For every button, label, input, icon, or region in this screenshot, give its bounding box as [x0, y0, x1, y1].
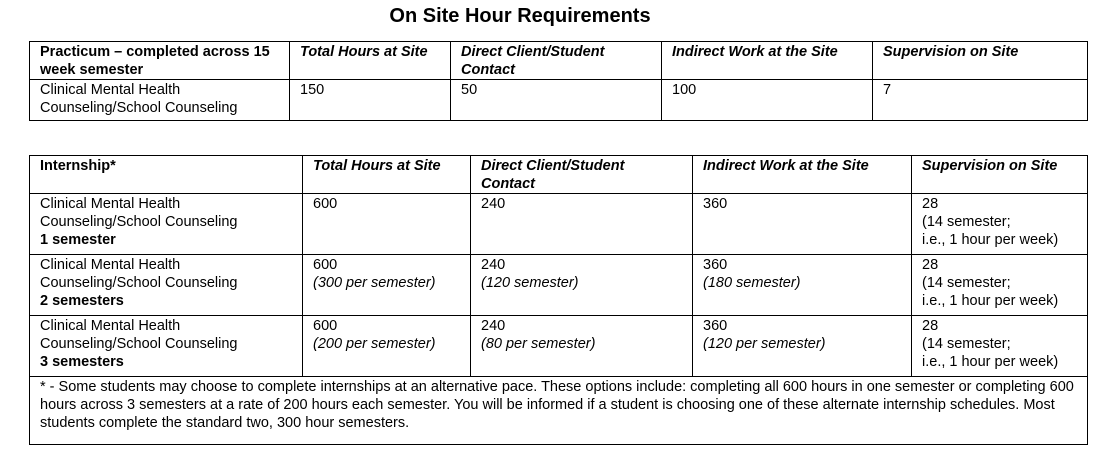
supervision-cell	[912, 194, 1088, 255]
total-value: 600	[313, 257, 338, 273]
direct-contact-cell	[471, 255, 693, 316]
header-supervision: Supervision on Site	[912, 156, 1088, 194]
internship-header-row	[30, 156, 1088, 194]
supervision-note: (14 semester;	[922, 336, 1011, 352]
direct-note: (80 per semester)	[481, 336, 596, 352]
header-direct-contact: Direct Client/Student Contact	[471, 156, 693, 194]
indirect-value: 360	[703, 318, 728, 334]
program-line: Clinical Mental Health	[40, 257, 181, 273]
practicum-header-row	[30, 42, 1088, 80]
program-cell	[30, 316, 303, 377]
total-note: (200 per semester)	[313, 336, 436, 352]
supervision-value: 28	[922, 196, 939, 212]
header-total-hours: Total Hours at Site	[290, 42, 451, 80]
indirect-value: 360	[703, 257, 728, 273]
duration-label: 1 semester	[40, 232, 116, 248]
supervision-note: (14 semester;	[922, 275, 1011, 291]
supervision-cell	[912, 316, 1088, 377]
program-line: Counseling/School Counseling	[40, 214, 238, 230]
header-indirect-work: Indirect Work at the Site	[693, 156, 912, 194]
duration-label: 3 semesters	[40, 354, 124, 370]
program-line: Clinical Mental Health	[40, 196, 181, 212]
table-row	[30, 80, 1088, 121]
total-hours-cell	[303, 316, 471, 377]
footnote: * - Some students may choose to complete internships at an alternative pace. These options include: completing all 600 hours in one semester or completing 600 hours across 3 semesters at a rate of 200 hours each semester. You will be informed if a student is choosing one of these alternate internship schedules. Most students complete the standard two, 300 hour semesters.	[30, 377, 1088, 445]
total-hours-cell	[303, 194, 471, 255]
direct-note: (120 semester)	[481, 275, 579, 291]
indirect-work-cell: 100	[662, 80, 873, 121]
supervision-value: 28	[922, 257, 939, 273]
header-internship: Internship*	[30, 156, 303, 194]
direct-value: 240	[481, 318, 506, 334]
program-line: Counseling/School Counseling	[40, 275, 238, 291]
supervision-note: (14 semester;	[922, 214, 1011, 230]
supervision-note: i.e., 1 hour per week)	[922, 232, 1059, 248]
program-cell	[30, 255, 303, 316]
supervision-cell	[912, 255, 1088, 316]
total-value: 600	[313, 318, 338, 334]
header-total-hours: Total Hours at Site	[303, 156, 471, 194]
total-note: (300 per semester)	[313, 275, 436, 291]
total-value: 600	[313, 196, 338, 212]
program-line: Clinical Mental Health	[40, 318, 181, 334]
direct-contact-cell	[471, 194, 693, 255]
direct-value: 240	[481, 257, 506, 273]
program-cell	[30, 194, 303, 255]
indirect-value: 360	[703, 196, 728, 212]
supervision-note: i.e., 1 hour per week)	[922, 293, 1059, 309]
supervision-note: i.e., 1 hour per week)	[922, 354, 1059, 370]
indirect-work-cell	[693, 255, 912, 316]
indirect-note: (120 per semester)	[703, 336, 826, 352]
table-row	[30, 194, 1088, 255]
table-row	[30, 255, 1088, 316]
header-supervision: Supervision on Site	[873, 42, 1088, 80]
internship-table	[29, 155, 1088, 445]
table-row	[30, 316, 1088, 377]
program-line: Counseling/School Counseling	[40, 100, 238, 116]
program-line: Clinical Mental Health	[40, 82, 181, 98]
total-hours-cell: 150	[290, 80, 451, 121]
program-line: Counseling/School Counseling	[40, 336, 238, 352]
page-title: On Site Hour Requirements	[389, 5, 651, 27]
indirect-work-cell	[693, 194, 912, 255]
direct-contact-cell	[471, 316, 693, 377]
direct-value: 240	[481, 196, 506, 212]
practicum-table	[29, 41, 1088, 121]
supervision-cell: 7	[873, 80, 1088, 121]
header-direct-contact: Direct Client/Student Contact	[451, 42, 662, 80]
total-hours-cell	[303, 255, 471, 316]
indirect-note: (180 semester)	[703, 275, 801, 291]
supervision-value: 28	[922, 318, 939, 334]
header-indirect-work: Indirect Work at the Site	[662, 42, 873, 80]
header-practicum: Practicum – completed across 15 week semester	[30, 42, 290, 80]
duration-label: 2 semesters	[40, 293, 124, 309]
indirect-work-cell	[693, 316, 912, 377]
footnote-row	[30, 377, 1088, 445]
program-cell	[30, 80, 290, 121]
direct-contact-cell: 50	[451, 80, 662, 121]
